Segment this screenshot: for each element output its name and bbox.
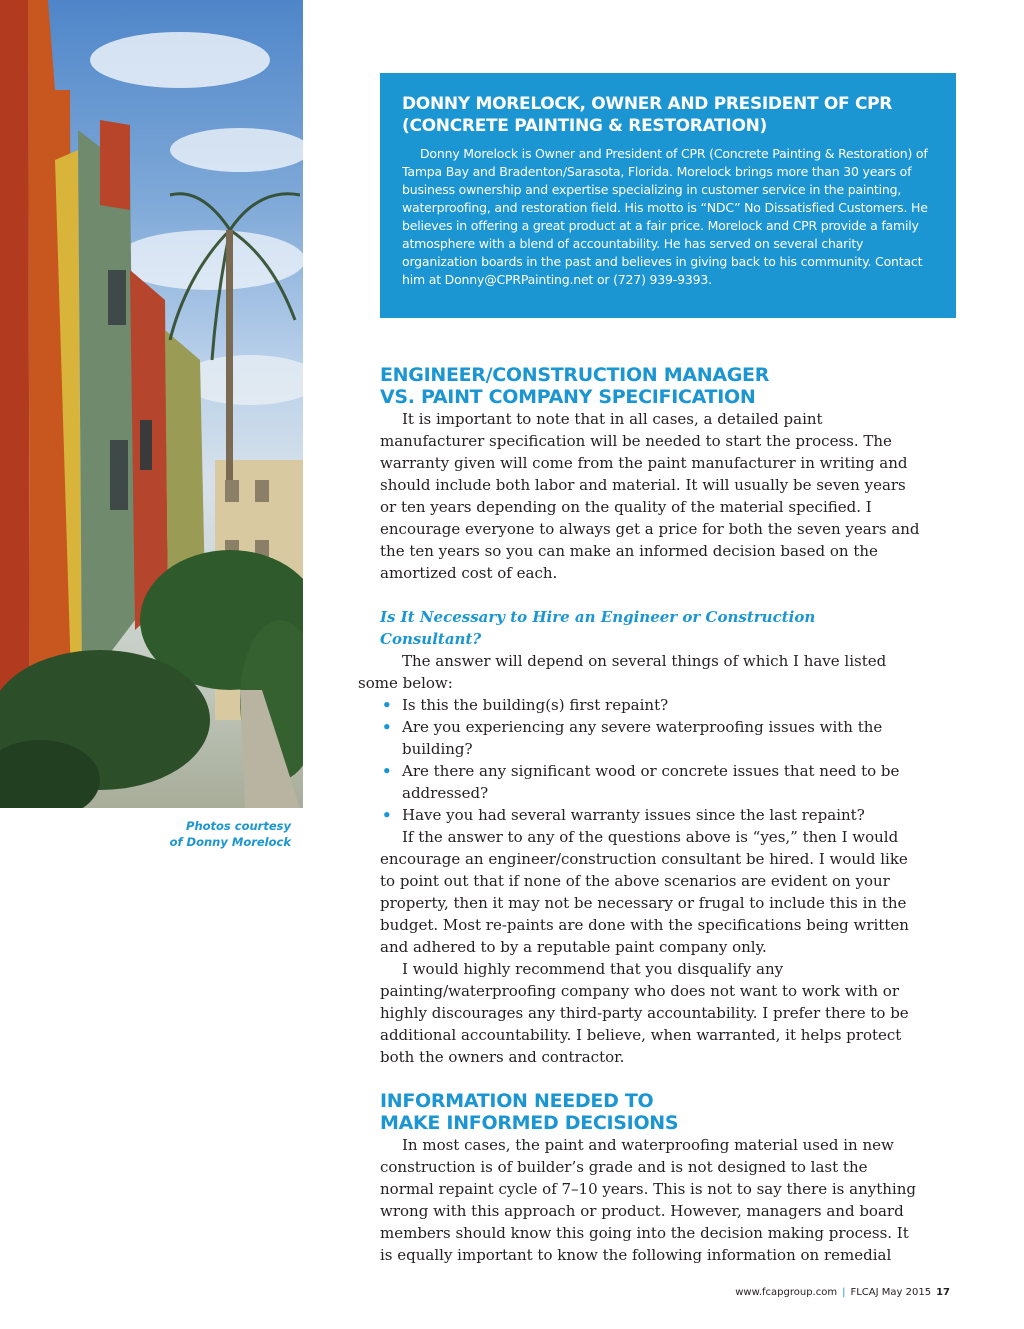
building-photo-illustration — [0, 0, 303, 808]
footer-date: May 2015 — [881, 1287, 932, 1298]
bio-title: DONNY MORELOCK, OWNER AND PRESIDENT OF CPR (CONCRETE PAINTING & RESTORATION) — [402, 94, 893, 136]
author-bio-box — [380, 73, 956, 318]
list-item-text: Are there any significant wood or concrete issues that need to be addressed? — [402, 762, 900, 802]
section-heading-information — [380, 1090, 920, 1134]
bullet-icon: • — [382, 696, 392, 714]
question-list — [380, 694, 920, 826]
list-item — [380, 716, 920, 760]
paragraph-intro — [358, 650, 920, 694]
subsection-heading: Is It Necessary to Hire an Engineer or Construction Consultant? — [380, 608, 816, 648]
paragraph: It is important to note that in all cases, a detailed paint manufacturer specification will be needed to start the process. The warranty given will come from the paint manufacturer in writing and should include both labor and material. It will usually be seven years or ten years depending on the quality of the material specified. I encourage everyone to always get a price for both the seven years and the ten years so you can make an informed decision based on the amortized cost of each. — [380, 410, 920, 582]
caption-line-2: of Donny Morelock — [169, 835, 291, 849]
list-item-text: Have you had several warranty issues since the last repaint? — [402, 806, 865, 824]
paragraph: I would highly recommend that you disqualify any painting/waterproofing company who does not want to work with or highly discourages any third-party accountability. I prefer there to be additional accountability. I believe, when warranted, it helps protect both the owners and contractor. — [380, 960, 909, 1066]
bio-text: Donny Morelock is Owner and President of CPR (Concrete Painting & Restoration) of Tampa Bay and Bradenton/Sarasota, Florida. Morelock brings more than 30 years of business ownership and expertise specializing in customer service in the painting, waterproofing, and restoration field. His motto is “NDC” No Dissatisfied Customers. He believes in offering a great product at a fair price. Morelock and CPR provide a family atmosphere with a blend of accountability. He has served on several charity organization boards in the past and believes in giving back to his community. Contact him at Donny@CPRPainting.net or (727) 939-9393. — [402, 146, 928, 287]
bullet-icon: • — [382, 718, 392, 736]
intro-line-2: some below: — [358, 674, 453, 692]
article-body — [358, 364, 920, 1266]
section-heading-specification — [380, 364, 920, 408]
list-item — [380, 694, 920, 716]
paragraph: In most cases, the paint and waterproofing material used in new construction is of builder’s grade and is not designed to last the normal repaint cycle of 7–10 years. This is not to say there is anything wrong with this approach or product. However, managers and board members should know this going into the decision making process. It is equally important to know the following information on remedial — [380, 1136, 916, 1264]
section-heading-line-2: MAKE INFORMED DECISIONS — [380, 1112, 679, 1134]
bullet-icon: • — [382, 806, 392, 824]
list-item-text: Is this the building(s) first repaint? — [402, 696, 669, 714]
caption-line-1: Photos courtesy — [186, 819, 291, 833]
list-item — [380, 760, 920, 804]
building-photo — [0, 0, 303, 808]
footer-separator: | — [842, 1287, 846, 1298]
intro-line-1: The answer will depend on several things of which I have listed — [402, 652, 887, 670]
paragraph: If the answer to any of the questions above is “yes,” then I would encourage an engineer/construction consultant be hired. I would like to point out that if none of the above scenarios are evident on your property, then it may not be necessary or frugal to include this in the budget. Most re-paints are done with the specifications being written and adhered to by a reputable paint company only. — [380, 828, 909, 956]
footer-url: www.fcapgroup.com — [735, 1287, 838, 1298]
section-heading-line-1: INFORMATION NEEDED TO — [380, 1090, 654, 1112]
section-heading-line-1: ENGINEER/CONSTRUCTION MANAGER — [380, 364, 770, 386]
photo-caption — [91, 818, 291, 850]
section-heading-line-2: VS. PAINT COMPANY SPECIFICATION — [380, 386, 756, 408]
bullet-icon: • — [382, 762, 392, 780]
list-item-text: Are you experiencing any severe waterproofing issues with the building? — [402, 718, 883, 758]
list-item — [380, 804, 920, 826]
page-number: 17 — [936, 1287, 950, 1298]
footer-publication: FLCAJ — [850, 1287, 879, 1298]
page-footer — [735, 1287, 950, 1298]
